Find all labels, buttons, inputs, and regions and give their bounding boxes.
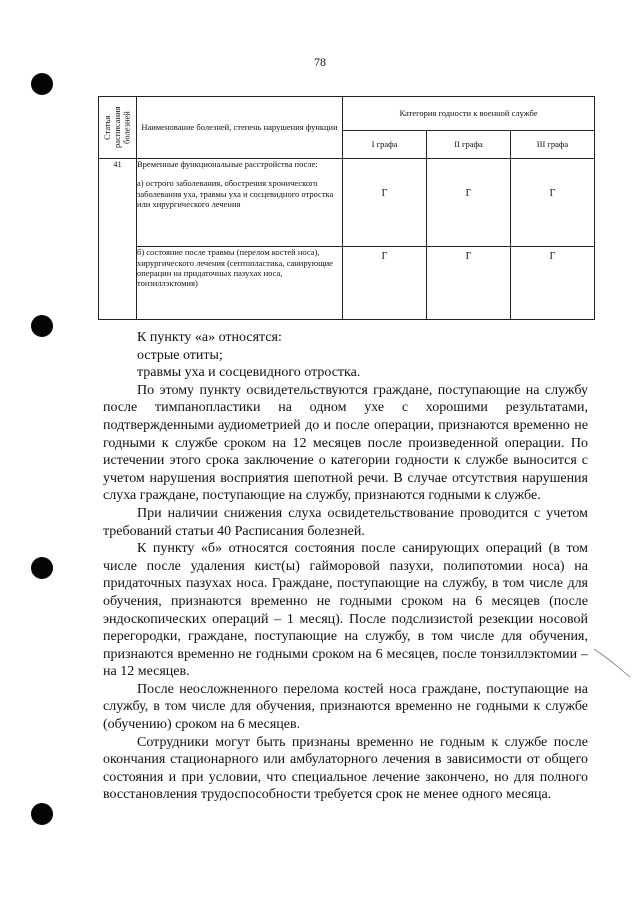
paragraph: По этому пункту освидетельствуются граждане, поступающие на службу после тимпанопластики на одном ухе с хорошими результатами, подтвержденными аудиометрией до и после операции, признаются временно не годными к службе сроком на 12 месяцев после произведенной операции. По истечении этого срока заключение о категории годности к службе выносится с учетом нарушения восприятия шепотной речи. В случае отсутствия нарушения слуха граждане, поступающие на службу, признаются годными к службе. xyxy=(103,382,588,504)
punch-hole xyxy=(31,315,53,337)
table-row xyxy=(99,159,595,247)
table-row xyxy=(99,247,595,320)
paragraph: травмы уха и сосцевидного отростка. xyxy=(137,365,361,381)
header-category: Категория годности к военной службе xyxy=(343,97,595,131)
grade-b-3: Г xyxy=(511,247,595,320)
grade-a-1: Г xyxy=(343,159,427,247)
paragraph: Сотрудники могут быть признаны временно не годным к службе после окончания стационарного или амбулаторного лечения в зависимости от общего состояния и при условии, что специальное лечение закончено, но для полного восстановления трудоспособности требуется срок не менее одного месяца. xyxy=(103,734,588,803)
paragraph: К пункту «б» относятся состояния после санирующих операций (в том числе после удаления кист(ы) гайморовой пазухи, полипотомии носа) на придаточных пазухах носа. Граждане, поступающие на службу, в том числе для обучения, признаются временно не годными сроком на 6 месяцев (после эндоскопических операций – 1 месяц). После подслизистой резекции носовой перегородки, граждане, поступающие на службу, в том числе для обучения, признаются временно не годными сроком на 6 месяцев, после тонзиллэктомии – на 12 месяцев. xyxy=(103,541,588,680)
body-text xyxy=(103,329,588,804)
header-graph-1: I графа xyxy=(343,131,427,159)
header-graph-2: II графа xyxy=(427,131,511,159)
paragraph: острые отиты; xyxy=(137,347,223,363)
row-b-text: б) состояние после травмы (перелом костей носа), хирургического лечения (септопластика, санирующие операции на придаточных пазухах носа, тонзиллэктомия) xyxy=(137,247,333,289)
grade-a-3: Г xyxy=(511,159,595,247)
paragraph: К пункту «а» относятся: xyxy=(137,330,282,345)
page-number: 78 xyxy=(314,55,326,69)
punch-hole xyxy=(31,803,53,825)
grade-b-1: Г xyxy=(343,247,427,320)
header-name: Наименование болезней, степень нарушения функции xyxy=(137,97,343,159)
paragraph: При наличии снижения слуха освидетельствование проводится с учетом требований статьи 40 Расписания болезней. xyxy=(103,505,588,539)
schedule-table xyxy=(98,96,595,320)
row-a-text: а) острого заболевания, обострения хронического заболевания уха, травмы уха и сосцевидного отростка или хирургического лечения xyxy=(137,178,334,210)
punch-hole xyxy=(31,73,53,95)
article-number: 41 xyxy=(99,159,137,320)
pencil-mark xyxy=(592,643,632,683)
header-graph-3: III графа xyxy=(511,131,595,159)
paragraph: После неосложненного перелома костей носа граждане, поступающие на службу, в том числе для обучения, признаются временно не годными к службе (обучению) сроком на 6 месяцев. xyxy=(103,681,588,733)
row-intro: Временные функциональные расстройства после: xyxy=(137,159,318,169)
punch-hole xyxy=(31,557,53,579)
row-a-description xyxy=(137,159,343,247)
grade-b-2: Г xyxy=(427,247,511,320)
header-article: Статья расписания болезней xyxy=(99,97,137,159)
grade-a-2: Г xyxy=(427,159,511,247)
row-b-description xyxy=(137,247,343,320)
